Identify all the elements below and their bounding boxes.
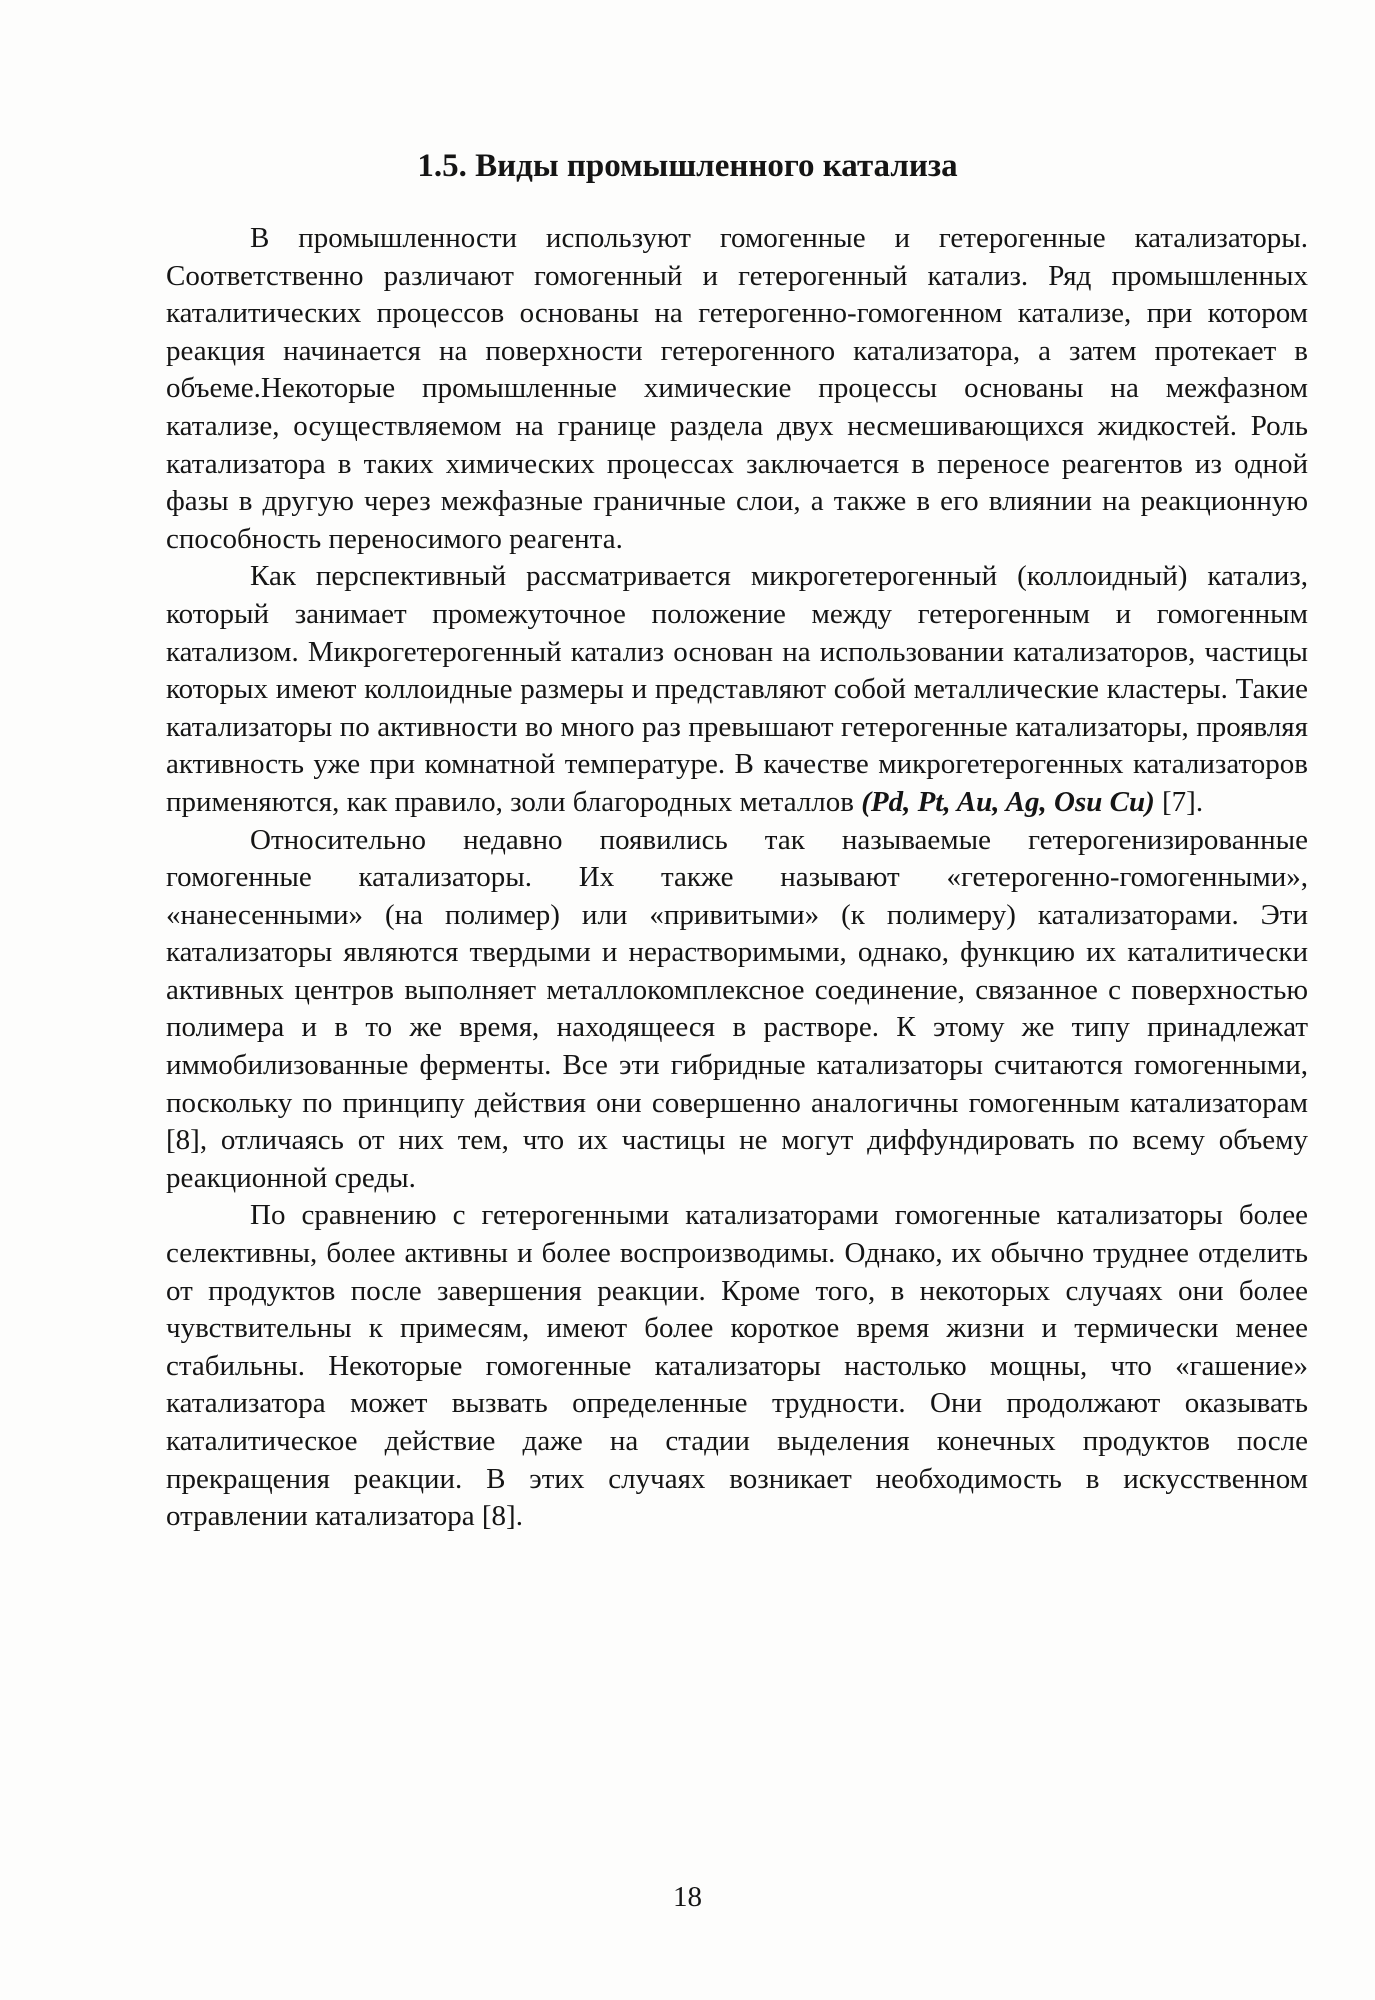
paragraph-3: Относительно недавно появились так называемые гетерогенизированные гомогенные катализаторы. Их также называют «гетерогенно-гомогенными», «нанесенными» (на полимер) или «привитыми» (к полимеру) катализаторами. Эти катализаторы являются твердыми и нерастворимыми, однако, функцию их каталитически активных центров выполняет металлокомплексное соединение, связанное с поверхностью полимера и в то же время, находящееся в растворе. К этому же типу принадлежат иммобилизованные ферменты. Все эти гибридные катализаторы считаются гомогенными, поскольку по принципу действия они совершенно аналогичны гомогенным катализаторам [8], отличаясь от них тем, что их частицы не могут диффундировать по всему объему реакционной среды. [166, 823, 1308, 1194]
paragraph-2 [166, 558, 1308, 821]
paragraph-2-text: Как перспективный рассматривается микрогетерогенный (коллоидный) катализ, который занимает промежуточное положение между гетерогенным и гомогенным катализом. Микрогетерогенный катализ основан на использовании катализаторов, частицы которых имеют коллоидные размеры и представляют собой металлические кластеры. Такие катализаторы по активности во много раз превышают гетерогенные катализаторы, проявляя активность уже при комнатной температуре. В качестве микрогетерогенных катализаторов применяются, как правило, золи благородных металлов [166, 560, 1308, 818]
metals-list: (Pd, Pt, Au, Ag, Osu Cu) [861, 785, 1155, 818]
page-number: 18 [673, 1881, 702, 1913]
paragraph-4: По сравнению с гетерогенными катализаторами гомогенные катализаторы более селективны, более активны и более воспроизводимы. Однако, их обычно труднее отделить от продуктов после завершения реакции. Кроме того, в некоторых случаях они более чувствительны к примесям, имеют более короткое время жизни и термически менее стабильны. Некоторые гомогенные катализаторы настолько мощны, что «гашение» катализатора может вызвать определенные трудности. Они продолжают оказывать каталитическое действие даже на стадии выделения конечных продуктов после прекращения реакции. В этих случаях возникает необходимость в искусственном отравлении катализатора [8]. [166, 1199, 1308, 1533]
paragraph-1: В промышленности используют гомогенные и гетерогенные катализаторы. Соответственно различают гомогенный и гетерогенный катализ. Ряд промышленных каталитических процессов основаны на гетерогенно-гомогенном катализе, при котором реакция начинается на поверхности гетерогенного катализатора, а затем протекает в объеме.Некоторые промышленные химические процессы основаны на межфазном катализе, осуществляемом на границе раздела двух несмешивающихся жидкостей. Роль катализатора в таких химических процессах заключается в переносе реагентов из одной фазы в другую через межфазные граничные слои, а также в его влиянии на реакционную способность переносимого реагента. [166, 222, 1308, 555]
reference-7: [7]. [1154, 785, 1204, 818]
body-text [166, 220, 1308, 1536]
section-heading: 1.5. Виды промышленного катализа [417, 148, 958, 184]
